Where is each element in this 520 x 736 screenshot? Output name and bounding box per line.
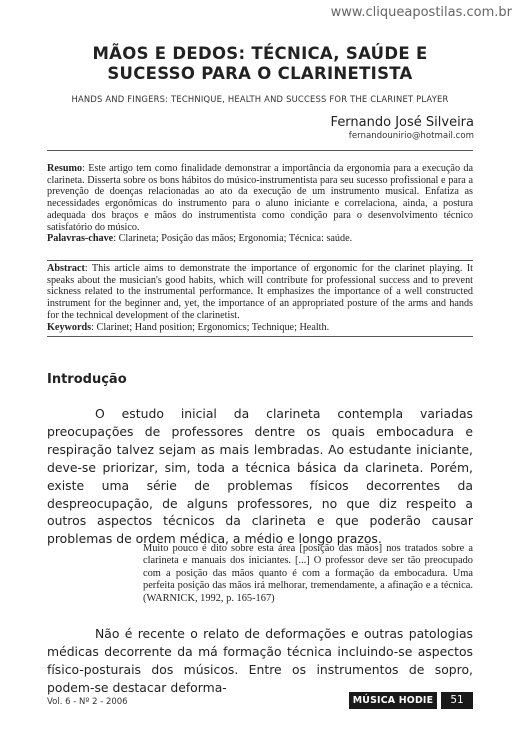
watermark-url: www.cliqueapostilas.com.br	[330, 5, 512, 20]
body-paragraph-2: Não é recente o relato de deformações e outras patologias médicas decorrente da má formação técnica incluindo-se aspectos físico-posturais dos músicos. Entre os instrumentos de sopro, podem-se destacar deforma-	[47, 626, 473, 695]
abstract-text: : This article aims to demonstrate the importance of ergonomic for the clarinet playing. It speaks about the musician's good habits, which will contribute for professional success and to prevent sickness related to the instrumental performance. It emphasizes the importance of a well constructed instrument for the beginner and, yet, the importance of an appropriated posture of the arms and hands for the technical development of the clarinetist.	[47, 263, 473, 321]
keywords-label: Keywords	[47, 321, 92, 333]
article-subtitle: HANDS AND FINGERS: TECHNIQUE, HEALTH AND SUCCESS FOR THE CLARINET PLAYER	[71, 94, 449, 104]
author-name: Fernando José Silveira	[330, 115, 474, 130]
page-number: 51	[441, 692, 473, 709]
footer-volume: Vol. 6 - Nº 2 - 2006	[47, 697, 128, 707]
palavras-chave-label: Palavras-chave	[47, 233, 114, 245]
author-email[interactable]: fernandounirio@hotmail.com	[348, 131, 474, 141]
block-quote: Muito pouco é dito sobre esta área [posição das mãos] nos tratados sobre a clarineta e manuais dos iniciantes. [...] O professor deve ser tão preocupado com a posição das mãos quanto é com a formação da embocadura. Uma perfeita posição das mãos irá melhorar, tremendamente, a afinação e a técnica. (WARNICK, 1992, p. 165-167)	[143, 543, 473, 604]
divider-top	[47, 150, 473, 151]
divider-bottom	[47, 336, 473, 337]
resumo-text: : Este artigo tem como finalidade demonstrar a importância da ergonomia para a execução da clarineta. Disserta sobre os bons hábitos do músico-instrumentista para seu sucesso profissional e para a prevenção de doenças relacionadas ao ato da execução de um instrumento musical. Enfatiza as necessidades ergonômicas do instrumento para o aluno iniciante e correlaciona, ainda, a postura adequada dos braços e mãos do instrumentista como condição para o desenvolvimento técnico satisfatório do músico.	[47, 163, 473, 233]
abstract-label: Abstract	[47, 263, 85, 274]
resumo-block	[47, 163, 473, 245]
keywords-text: : Clarinet; Hand position; Ergonomics; Technique; Health.	[91, 321, 330, 333]
article-title-line-2: SUCESSO PARA O CLARINETISTA	[107, 64, 413, 83]
abstract-block	[47, 263, 473, 333]
resumo-label: Resumo	[47, 163, 83, 174]
palavras-chave-text: : Clarineta; Posição das mãos; Ergonomia; Técnica: saúde.	[113, 233, 353, 245]
article-title-line-1: MÃOS E DEDOS: TÉCNICA, SAÚDE E	[92, 44, 428, 63]
body-paragraph-1: O estudo inicial da clarineta contempla variadas preocupações de professores dentre os quais embocadura e respiração talvez sejam as mais lembradas. Ao estudante iniciante, deve-se priorizar, sim, toda a técnica básica da clarineta. Porém, existe uma série de problemas físicos decorrentes da despreocupação, de alguns professores, no que diz respeito a outros aspectos técnicos da clarineta e que poderão causar problemas de ordem médica, a médio e longo prazos.	[47, 406, 473, 547]
section-heading: Introdução	[47, 372, 127, 387]
journal-brand: MÚSICA HODIE	[349, 692, 437, 709]
divider-middle	[47, 260, 473, 261]
